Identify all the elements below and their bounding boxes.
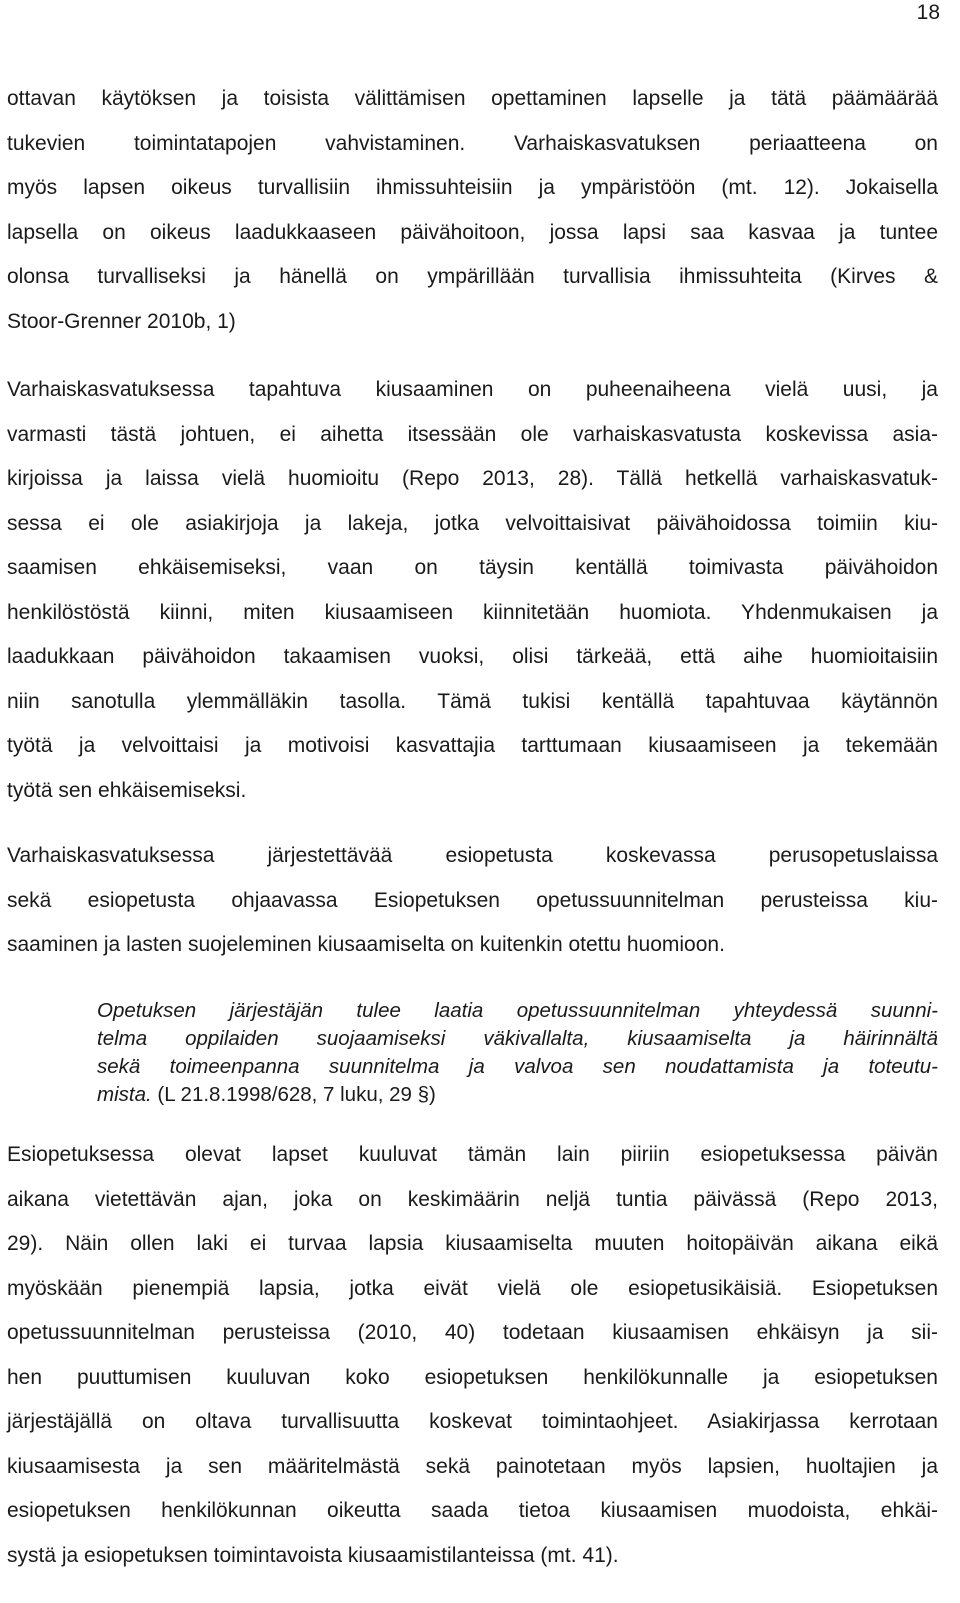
text-line: 29). Näin ollen laki ei turvaa lapsia kiusaamiselta muuten hoitopäivän aikana eikä <box>7 1232 938 1255</box>
text-line: kiusaamisesta ja sen määritelmästä sekä painotetaan myös lapsien, huoltajien ja <box>7 1454 938 1478</box>
text-line: kirjoissa ja laissa vielä huomioitu (Repo 2013, 28). Tällä hetkellä varhaiskasvatuk- <box>7 467 938 490</box>
text-line: työtä sen ehkäisemiseksi. <box>7 778 247 802</box>
text-line: saaminen ja lasten suojeleminen kiusaamiselta on kuitenkin otettu huomioon. <box>7 933 725 956</box>
text-line: lapsella on oikeus laadukkaaseen päivähoitoon, jossa lapsi saa kasvaa ja tuntee <box>7 220 938 244</box>
text-line: järjestäjällä on oltava turvallisuutta koskevat toimintaohjeet. Asiakirjassa kerrotaan <box>7 1410 938 1433</box>
text-line: henkilöstöstä kiinni, miten kiusaamiseen kiinnitetään huomiota. Yhdenmukaisen ja <box>7 600 938 624</box>
page-number: 18 <box>916 1 940 24</box>
text-line: esiopetuksen henkilökunnan oikeutta saada tietoa kiusaamisen muodoista, ehkäi- <box>7 1499 938 1522</box>
text-line: Varhaiskasvatuksessa tapahtuva kiusaaminen on puheenaiheena vielä uusi, ja <box>7 378 938 401</box>
text-line: saamisen ehkäisemiseksi, vaan on täysin kentällä toimivasta päivähoidon <box>7 556 938 579</box>
text-line: olonsa turvalliseksi ja hänellä on ympärillään turvallisia ihmissuhteita (Kirves & <box>7 265 938 288</box>
paragraph-2 <box>7 368 938 813</box>
text-line: myöskään pienempiä lapsia, jotka eivät vielä ole esiopetusikäisiä. Esiopetuksen <box>7 1276 938 1300</box>
quote-line: Opetuksen järjestäjän tulee laatia opetussuunnitelman yhteydessä suunni- <box>97 999 938 1022</box>
text-line: systä ja esiopetuksen toimintavoista kiusaamistilanteissa (mt. 41). <box>7 1543 619 1567</box>
text-line: tukevien toimintatapojen vahvistaminen. Varhaiskasvatuksen periaatteena on <box>7 131 938 155</box>
text-line: laadukkaan päivähoidon takaamisen vuoksi, olisi tärkeää, että aihe huomioitaisiin <box>7 645 938 668</box>
paragraph-3 <box>7 834 938 968</box>
law-citation: (L 21.8.1998/628, 7 luku, 29 §) <box>151 1083 436 1106</box>
text-line: työtä ja velvoittaisi ja motivoisi kasvattajia tarttumaan kiusaamiseen ja tekemään <box>7 734 938 757</box>
quote-last-line <box>97 1081 938 1109</box>
text-line: ottavan käytöksen ja toisista välittämisen opettaminen lapselle ja tätä päämäärää <box>7 87 938 110</box>
text-line: aikana vietettävän ajan, joka on keskimäärin neljä tuntia päivässä (Repo 2013, <box>7 1187 938 1211</box>
text-line: sekä esiopetusta ohjaavassa Esiopetuksen opetussuunnitelman perusteissa kiu- <box>7 888 938 912</box>
text-line: Varhaiskasvatuksessa järjestettävää esiopetusta koskevassa perusopetuslaissa <box>7 844 938 867</box>
quote-line: sekä toimeenpanna suunnitelma ja valvoa sen noudattamista ja toteutu- <box>97 1055 938 1078</box>
text-line: Stoor-Grenner 2010b, 1) <box>7 309 236 333</box>
paragraph-1 <box>7 77 938 344</box>
text-line: niin sanotulla ylemmälläkin tasolla. Tämä tukisi kentällä tapahtuvaa käytännön <box>7 689 938 713</box>
text-line: hen puuttumisen kuuluvan koko esiopetuksen henkilökunnalle ja esiopetuksen <box>7 1365 938 1389</box>
paragraph-4 <box>7 1133 938 1578</box>
law-quote <box>97 997 938 1109</box>
quote-last-line-text: mista. <box>97 1083 152 1106</box>
quote-line: telma oppilaiden suojaamiseksi väkivallalta, kiusaamiselta ja häirinnältä <box>97 1027 938 1050</box>
text-line: myös lapsen oikeus turvallisiin ihmissuhteisiin ja ympäristöön (mt. 12). Jokaisella <box>7 176 938 199</box>
text-line: sessa ei ole asiakirjoja ja lakeja, jotka velvoittaisivat päivähoidossa toimiin kiu- <box>7 511 938 535</box>
text-line: opetussuunnitelman perusteissa (2010, 40) todetaan kiusaamisen ehkäisyn ja sii- <box>7 1321 938 1344</box>
text-line: Esiopetuksessa olevat lapset kuuluvat tämän lain piiriin esiopetuksessa päivän <box>7 1143 938 1166</box>
text-line: varmasti tästä johtuen, ei aihetta itsessään ole varhaiskasvatusta koskevissa asia- <box>7 422 938 446</box>
